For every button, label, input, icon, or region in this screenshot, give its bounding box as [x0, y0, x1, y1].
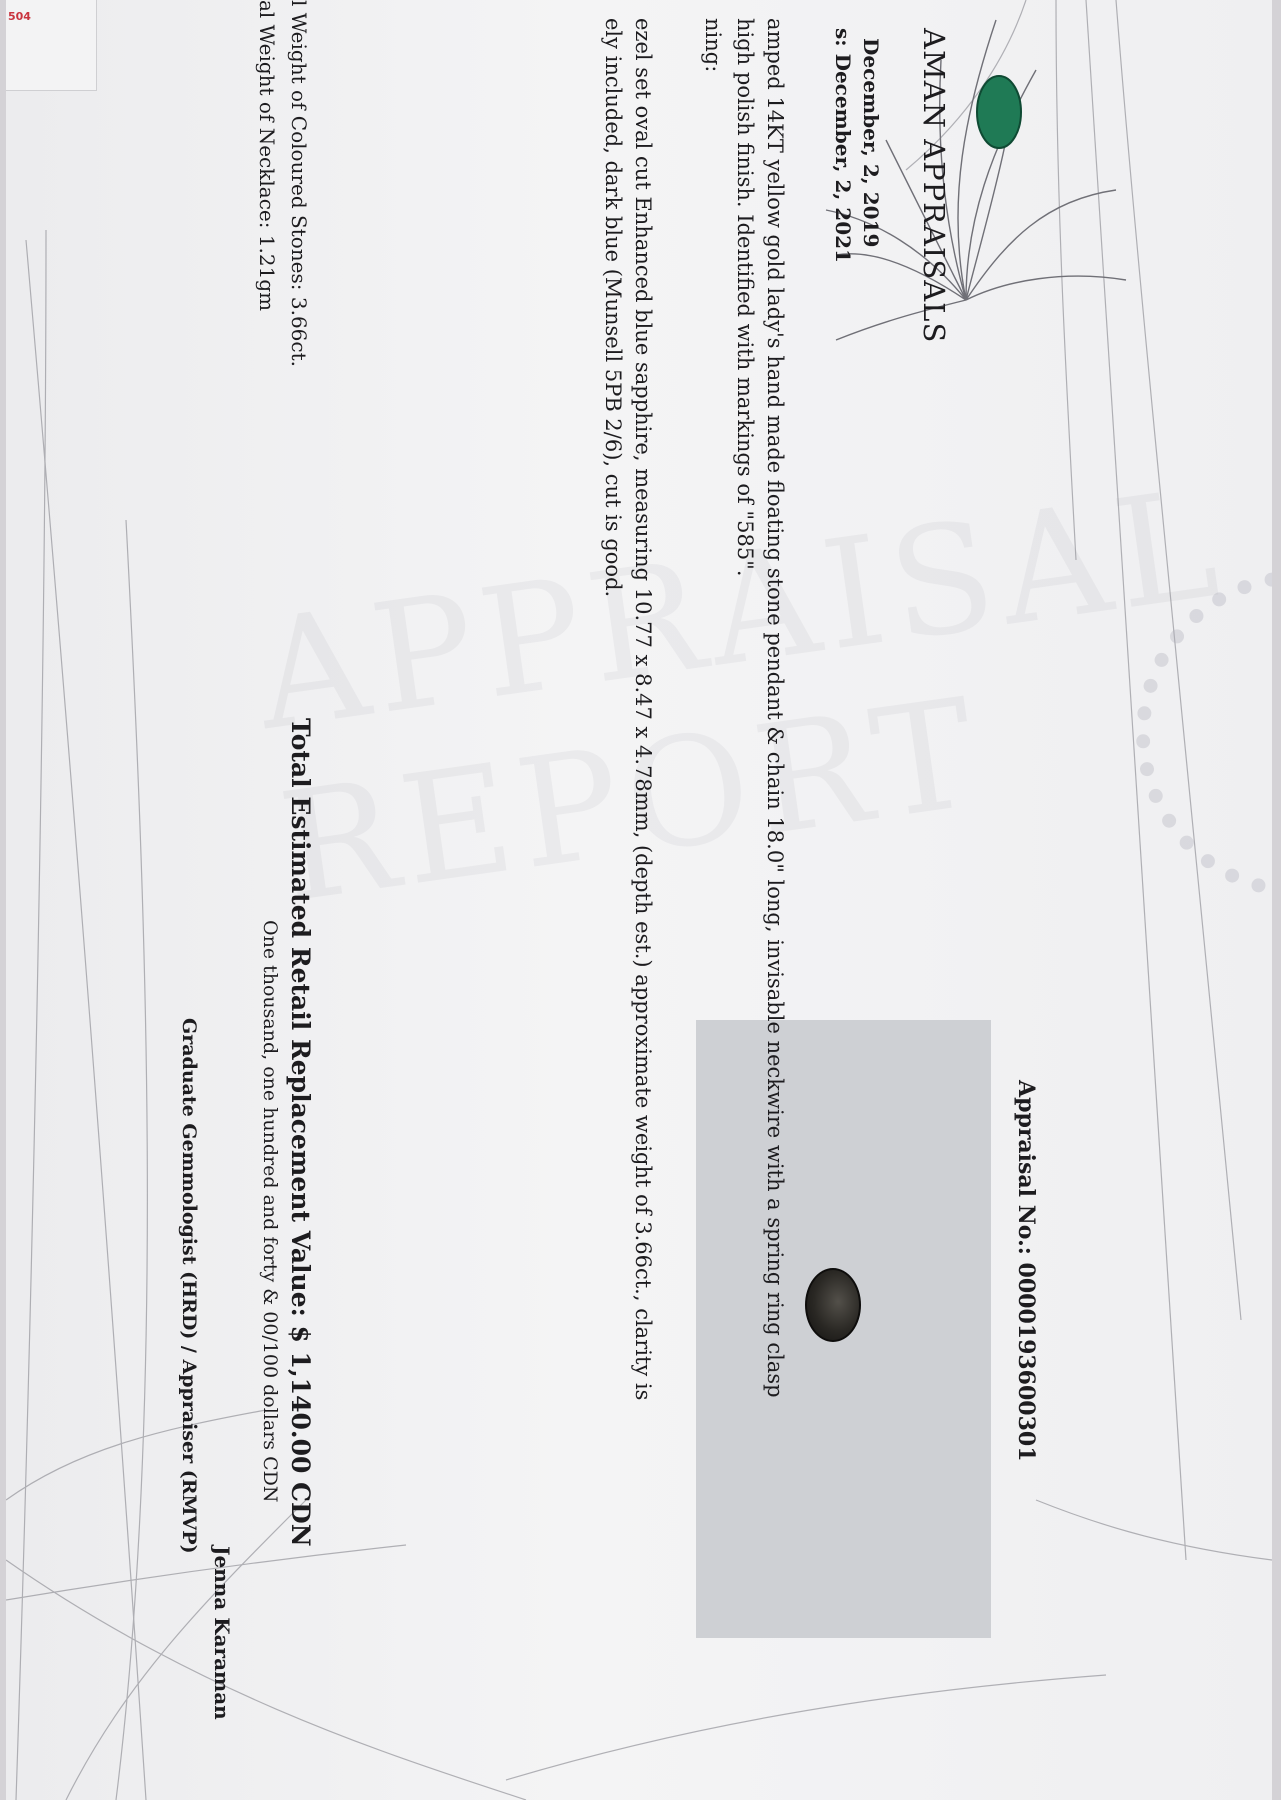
description-line-2: high polish finish. Identified with markings of "585".	[733, 18, 757, 577]
appraisal-document	[6, 0, 1272, 1800]
necklace-weight: al Weight of Necklace: 1.21gm	[255, 0, 279, 312]
description-line-3: ning:	[701, 18, 725, 73]
appraisal-date: December, 2, 2019	[859, 38, 883, 248]
total-value: Total Estimated Retail Replacement Value: $ 1,140.00 CDN	[286, 718, 315, 1547]
sapphire-pendant-image	[805, 1268, 861, 1342]
appraiser-title: Graduate Gemmologist (HRD) / Appraiser (RMVP)	[178, 1018, 200, 1554]
watermark: APPRAISAL REPORT	[246, 456, 1235, 937]
stone-line-1: ezel set oval cut Enhanced blue sapphire, measuring 10.77 x 8.47 x 4.78mm, (depth est.) approximate weight of 3.66ct., clarity is	[631, 18, 655, 1401]
appraiser-name: Jenna Karaman	[210, 1546, 234, 1720]
stone-line-2: ely included, dark blue (Munsell 5PB 2/6), cut is good.	[601, 18, 625, 598]
expiry-date: s: December, 2, 2021	[831, 28, 855, 263]
coloured-stones-weight: l Weight of Coloured Stones: 3.66ct.	[287, 0, 311, 367]
value-in-words: One thousand, one hundred and forty & 00/100 dollars CDN	[259, 920, 281, 1503]
appraisal-number: Appraisal No.: 0000193600301	[1013, 1080, 1039, 1462]
brand-name: AMAN APPRAISALS	[917, 28, 951, 344]
item-photo	[696, 1020, 991, 1638]
corner-stamp-number: 504	[8, 10, 31, 23]
rotated-content	[6, 0, 1272, 1800]
description-line-1: amped 14KT yellow gold lady's hand made floating stone pendant & chain 18.0" long, invisable neckwire with a spring ring clasp	[763, 18, 787, 1398]
